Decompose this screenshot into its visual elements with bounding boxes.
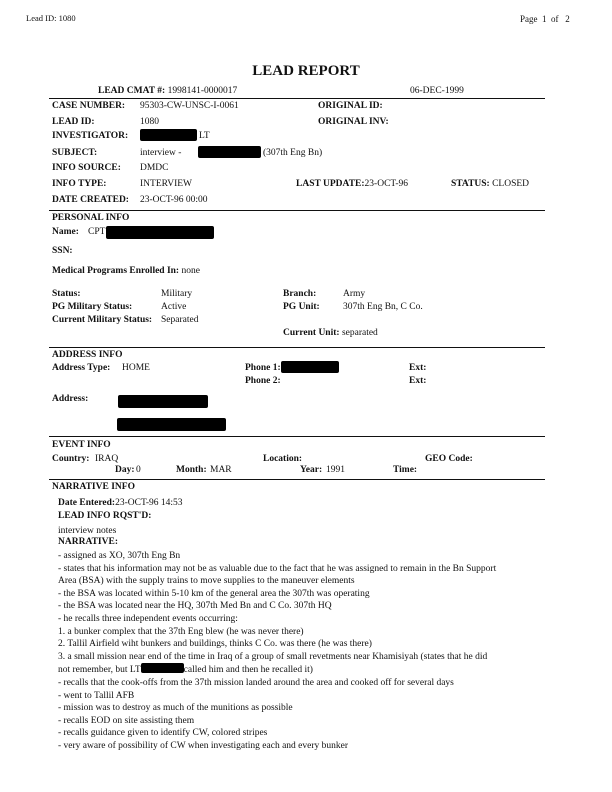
year-label: Year: xyxy=(300,465,323,475)
status-value: Military xyxy=(161,289,193,299)
ext2-label: Ext: xyxy=(409,376,427,386)
report-date: 06-DEC-1999 xyxy=(410,86,464,96)
branch-value: Army xyxy=(343,289,366,299)
day-value: 0 xyxy=(136,465,141,475)
narrative-lt-prefix: not remember, but LT xyxy=(58,665,141,676)
current-unit-value: separated xyxy=(341,328,378,338)
divider xyxy=(49,98,545,99)
narrative-lt-suffix: called him and then he recalled it) xyxy=(183,665,313,676)
pg-unit-label: PG Unit: xyxy=(283,302,320,312)
day-label: Day: xyxy=(115,465,135,475)
info-type-value: INTERVIEW xyxy=(140,179,192,189)
date-entered xyxy=(58,498,183,509)
narrative-label: NARRATIVE: xyxy=(58,537,118,547)
redaction-investigator xyxy=(140,129,197,141)
current-military-status-label: Current Military Status: xyxy=(52,315,153,325)
address-type-value: HOME xyxy=(122,363,150,373)
narrative-line: 1. a bunker complex that the 37th Eng blew (he was never there) xyxy=(58,626,304,637)
narrative-line: - very aware of possibility of CW when investigating each and every bunker xyxy=(58,740,349,751)
subject-label: SUBJECT: xyxy=(52,148,98,158)
last-update-label: LAST UPDATE: xyxy=(296,179,365,189)
medical-value: none xyxy=(181,266,200,276)
address-type-label: Address Type: xyxy=(52,363,111,373)
time-label: Time: xyxy=(393,465,418,475)
of-label: of xyxy=(551,14,559,24)
last-update-value: 23-OCT-96 xyxy=(364,179,409,189)
current-unit xyxy=(283,328,378,339)
medical-programs xyxy=(52,266,200,277)
narrative-line: 2. Tallil Airfield wiht bunkers and buildings, thinks C Co. was there (he was there) xyxy=(58,639,372,650)
page-total: 2 xyxy=(565,14,570,24)
narrative-line: - the BSA was located near the HQ, 307th Med Bn and C Co. 307th HQ xyxy=(58,601,332,612)
redaction-address-line1 xyxy=(118,395,208,408)
section-narrative-info: NARRATIVE INFO xyxy=(52,482,135,492)
redaction-address-line2 xyxy=(117,418,226,431)
narrative-line: - he recalls three independent events occurring: xyxy=(58,613,238,624)
date-created-label: DATE CREATED: xyxy=(52,195,129,205)
info-source-label: INFO SOURCE: xyxy=(52,163,121,173)
status xyxy=(451,179,529,190)
status-value: CLOSED xyxy=(492,179,530,189)
divider xyxy=(49,436,545,437)
cmat-value: 1998141-0000017 xyxy=(167,86,238,96)
cmat-line xyxy=(98,86,237,97)
redaction-phone xyxy=(281,361,339,373)
date-created-value: 23-OCT-96 00:00 xyxy=(140,195,208,205)
narrative-line: 3. a small mission near end of the time in Iraq of a group of small revetments near Khamisiyah (states that he did xyxy=(58,651,488,662)
narrative-line: - went to Tallil AFB xyxy=(58,690,135,701)
divider xyxy=(49,347,545,348)
date-entered-value: 23-OCT-96 14:53 xyxy=(115,498,183,508)
phone2-label: Phone 2: xyxy=(245,376,281,386)
phone1-label: Phone 1: xyxy=(245,363,281,373)
ext1-label: Ext: xyxy=(409,363,427,373)
year-value: 1991 xyxy=(326,465,345,475)
lead-info-rqstd-value: interview notes xyxy=(58,526,117,536)
name-prefix: CPT xyxy=(88,227,106,237)
current-unit-label: Current Unit: xyxy=(283,328,340,338)
lead-id-value: 1080 xyxy=(140,117,159,127)
info-type-label: INFO TYPE: xyxy=(52,179,107,189)
narrative-line xyxy=(58,663,548,677)
narrative-line: - assigned as XO, 307th Eng Bn xyxy=(58,551,181,561)
current-military-status-value: Separated xyxy=(161,315,199,325)
original-inv-label: ORIGINAL INV: xyxy=(318,117,389,127)
redaction-subject xyxy=(198,146,261,158)
narrative-line: - recalls that the cook-offs from the 37th mission landed around the area and cooked off for several days xyxy=(58,677,454,688)
status-label: STATUS: xyxy=(451,179,490,189)
original-id-label: ORIGINAL ID: xyxy=(318,101,383,111)
narrative-line: - recalls guidance given to identify CW, colored stripes xyxy=(58,728,268,739)
redaction-name xyxy=(106,226,214,239)
investigator-suffix: LT xyxy=(199,131,210,141)
pg-military-status-label: PG Military Status: xyxy=(52,302,133,312)
cmat-label: LEAD CMAT #: xyxy=(98,86,166,96)
month-value: MAR xyxy=(210,465,232,475)
page-number: 1 xyxy=(542,14,547,24)
page-indicator xyxy=(520,14,570,24)
address-label: Address: xyxy=(52,394,89,404)
medical-label: Medical Programs Enrolled In: xyxy=(52,266,180,276)
narrative-body xyxy=(58,550,548,753)
section-personal-info: PERSONAL INFO xyxy=(52,213,130,223)
subject-suffix: (307th Eng Bn) xyxy=(263,148,323,158)
last-update xyxy=(296,179,408,190)
pg-military-status-value: Active xyxy=(161,302,187,312)
investigator-label: INVESTIGATOR: xyxy=(52,131,129,141)
subject-prefix: interview - xyxy=(140,148,182,158)
status-label: Status: xyxy=(52,289,81,299)
lead-id-label: LEAD ID: xyxy=(52,117,95,127)
date-entered-label: Date Entered: xyxy=(58,498,116,508)
case-number-label: CASE NUMBER: xyxy=(52,101,126,111)
narrative-line: Area (BSA) with the supply trains to move supplies to the maneuver elements xyxy=(58,576,355,587)
branch-label: Branch: xyxy=(283,289,317,299)
ssn-label: SSN: xyxy=(52,246,73,256)
case-number-value: 95303-CW-UNSC-I-0061 xyxy=(140,101,239,111)
country-label: Country: xyxy=(52,454,90,464)
narrative-line: - mission was to destroy as much of the munitions as possible xyxy=(58,703,293,714)
divider xyxy=(49,210,545,211)
pg-unit-value: 307th Eng Bn, C Co. xyxy=(343,302,423,312)
location-label: Location: xyxy=(263,454,303,464)
lead-id-header: Lead ID: 1080 xyxy=(26,13,76,23)
lead-info-rqstd-label: LEAD INFO RQST'D: xyxy=(58,511,152,521)
name-label: Name: xyxy=(52,227,79,237)
section-address-info: ADDRESS INFO xyxy=(52,350,123,360)
month-label: Month: xyxy=(176,465,207,475)
page-title: LEAD REPORT xyxy=(252,63,360,79)
redaction-narrative-name xyxy=(141,663,184,673)
country-value: IRAQ xyxy=(95,454,119,464)
narrative-line: - recalls EOD on site assisting them xyxy=(58,715,195,726)
divider xyxy=(49,479,545,480)
page-label: Page xyxy=(520,14,538,24)
narrative-line: - the BSA was located within 5-10 km of the general area the 307th was operating xyxy=(58,588,370,599)
geo-code-label: GEO Code: xyxy=(425,454,473,464)
info-source-value: DMDC xyxy=(140,163,169,173)
section-event-info: EVENT INFO xyxy=(52,440,111,450)
narrative-line: - states that his information may not be as valuable due to the fact that he was assigned to remain in the Bn Support xyxy=(58,563,497,574)
